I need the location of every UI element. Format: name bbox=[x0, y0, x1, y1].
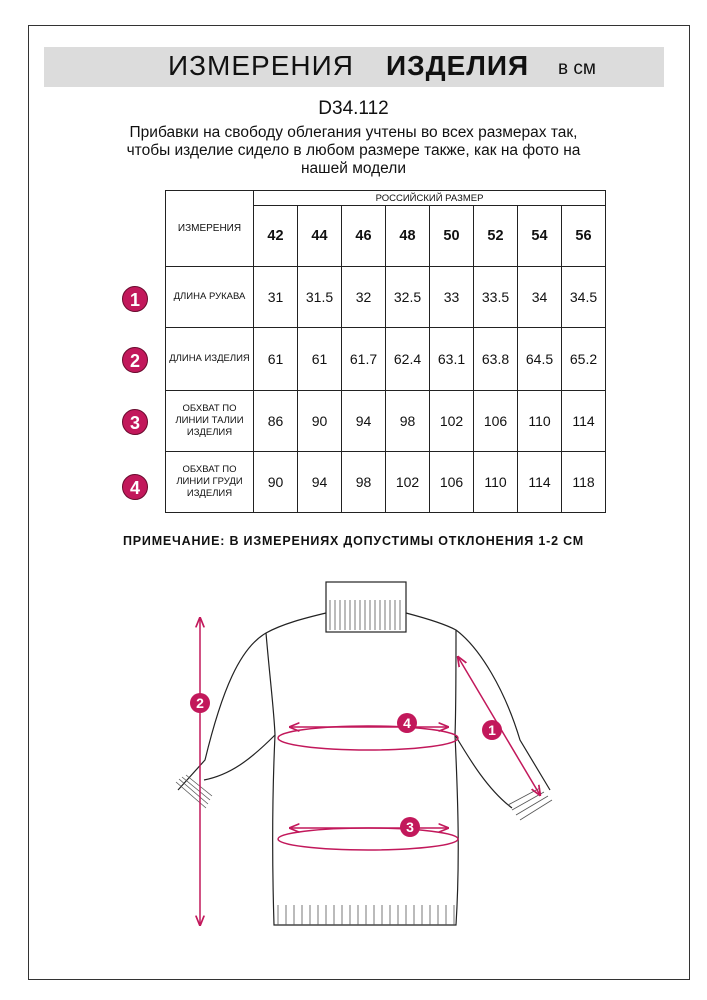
size-cell: 50 bbox=[430, 206, 474, 267]
table-cell: 62.4 bbox=[386, 328, 430, 391]
size-cell: 52 bbox=[474, 206, 518, 267]
title-light: ИЗМЕРЕНИЯ bbox=[168, 50, 354, 81]
measure-header: ИЗМЕРЕНИЯ bbox=[166, 191, 254, 267]
row-label: ОБХВАТ ПО ЛИНИИ ТАЛИИ ИЗДЕЛИЯ bbox=[166, 391, 254, 452]
table-cell: 110 bbox=[518, 391, 562, 452]
row-label: ОБХВАТ ПО ЛИНИИ ГРУДИ ИЗДЕЛИЯ bbox=[166, 452, 254, 513]
row-number-badge: 4 bbox=[122, 474, 148, 500]
table-cell: 98 bbox=[342, 452, 386, 513]
table-cell: 90 bbox=[298, 391, 342, 452]
size-cell: 42 bbox=[254, 206, 298, 267]
table-cell: 32.5 bbox=[386, 267, 430, 328]
size-cell: 44 bbox=[298, 206, 342, 267]
size-cell: 54 bbox=[518, 206, 562, 267]
table-cell: 90 bbox=[254, 452, 298, 513]
table-cell: 33 bbox=[430, 267, 474, 328]
size-cell: 48 bbox=[386, 206, 430, 267]
table-cell: 34 bbox=[518, 267, 562, 328]
table-cell: 114 bbox=[518, 452, 562, 513]
table-cell: 61 bbox=[254, 328, 298, 391]
table-cell: 65.2 bbox=[562, 328, 606, 391]
hem-ribbing bbox=[278, 905, 454, 925]
title-bold: ИЗДЕЛИЯ bbox=[386, 50, 530, 81]
title-unit: в см bbox=[558, 58, 596, 79]
sleeve-marker: 1 bbox=[482, 720, 502, 740]
table-cell: 32 bbox=[342, 267, 386, 328]
tolerance-note: ПРИМЕЧАНИЕ: В ИЗМЕРЕНИЯХ ДОПУСТИМЫ ОТКЛОНЕНИЯ 1-2 СМ bbox=[123, 534, 584, 548]
row-label: ДЛИНА ИЗДЕЛИЯ bbox=[166, 328, 254, 391]
table-cell: 110 bbox=[474, 452, 518, 513]
chest-marker: 4 bbox=[397, 713, 417, 733]
table-cell: 63.1 bbox=[430, 328, 474, 391]
size-group-header: РОССИЙСКИЙ РАЗМЕР bbox=[254, 191, 606, 206]
table-cell: 31 bbox=[254, 267, 298, 328]
table-cell: 94 bbox=[298, 452, 342, 513]
table-cell: 114 bbox=[562, 391, 606, 452]
length-marker: 2 bbox=[190, 693, 210, 713]
table-cell: 86 bbox=[254, 391, 298, 452]
table-cell: 61.7 bbox=[342, 328, 386, 391]
row-number-badge: 3 bbox=[122, 409, 148, 435]
table-cell: 106 bbox=[474, 391, 518, 452]
table-cell: 63.8 bbox=[474, 328, 518, 391]
waist-marker: 3 bbox=[400, 817, 420, 837]
table-cell: 106 bbox=[430, 452, 474, 513]
size-cell: 46 bbox=[342, 206, 386, 267]
table-cell: 98 bbox=[386, 391, 430, 452]
table-cell: 34.5 bbox=[562, 267, 606, 328]
table-cell: 102 bbox=[386, 452, 430, 513]
sweater-outline bbox=[178, 582, 550, 925]
table-cell: 61 bbox=[298, 328, 342, 391]
intro-text: Прибавки на свободу облегания учтены во всех размерах так, чтобы изделие сидело в любом размере также, как на фото на нашей модели bbox=[126, 124, 581, 177]
table-cell: 118 bbox=[562, 452, 606, 513]
table-cell: 64.5 bbox=[518, 328, 562, 391]
row-number-badge: 2 bbox=[122, 347, 148, 373]
table-cell: 102 bbox=[430, 391, 474, 452]
table-cell: 94 bbox=[342, 391, 386, 452]
cuff-ribbing bbox=[176, 775, 552, 820]
measure-lines bbox=[200, 618, 540, 925]
product-code: D34.112 bbox=[318, 98, 389, 119]
row-label: ДЛИНА РУКАВА bbox=[166, 267, 254, 328]
size-cell: 56 bbox=[562, 206, 606, 267]
row-number-badge: 1 bbox=[122, 286, 148, 312]
table-cell: 33.5 bbox=[474, 267, 518, 328]
table-cell: 31.5 bbox=[298, 267, 342, 328]
